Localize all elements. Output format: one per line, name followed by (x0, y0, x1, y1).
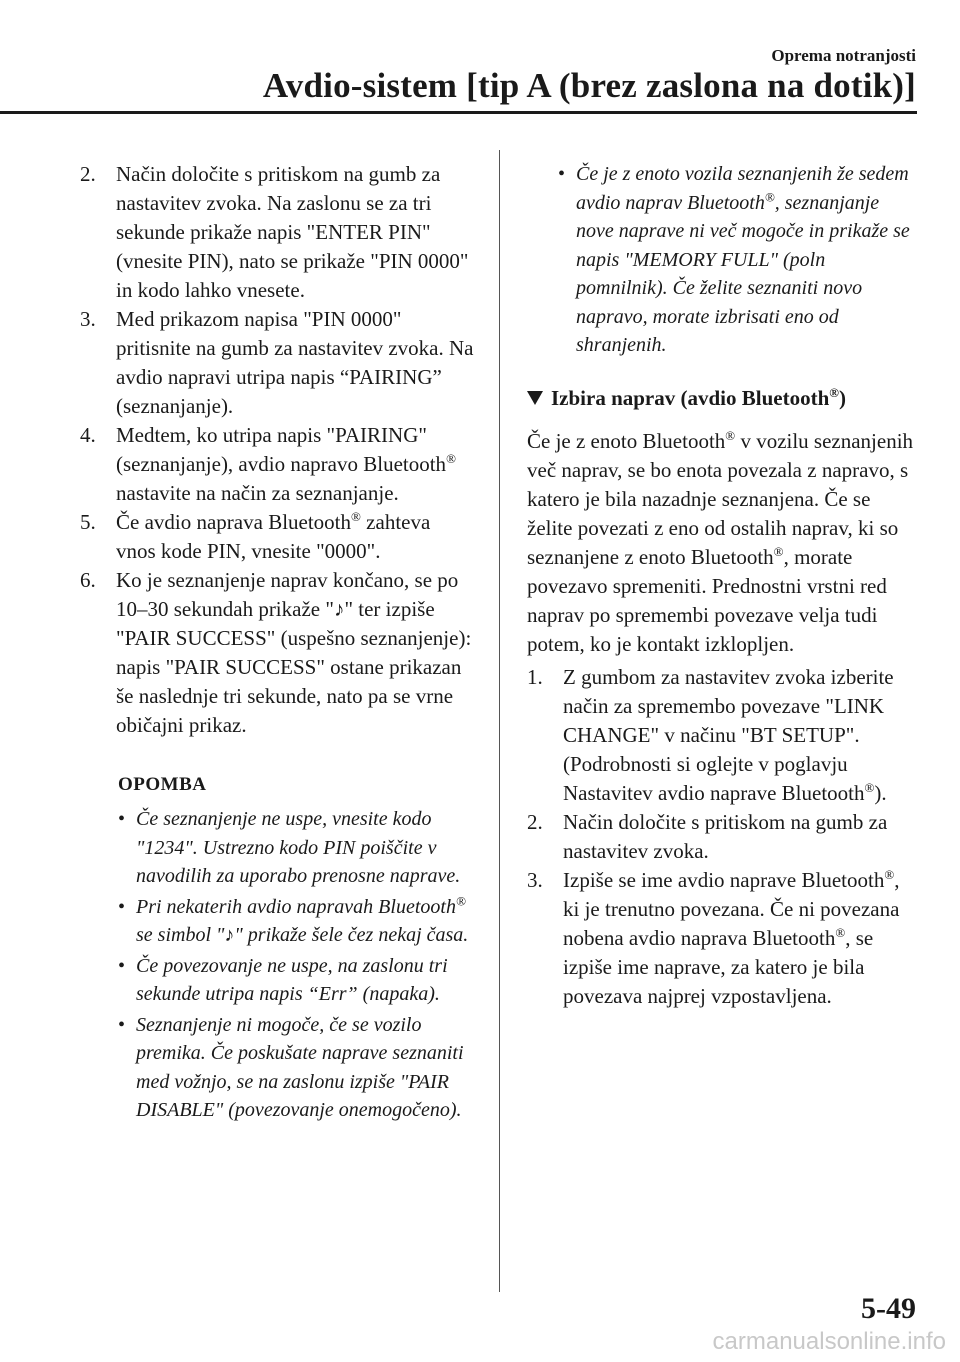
step-4 (80, 421, 475, 508)
step-number: 4. (80, 423, 96, 447)
note-text: , seznanjanje nove naprave ni več mogoče in prikaže se napis "MEMORY FULL" (poln pomnilnik). Če želite seznaniti novo napravo, morate izbrisati eno od shranjenih. (576, 191, 910, 356)
note-text: Če povezovanje ne uspe, na zaslonu tri sekunde utripa napis “Err” (napaka). (136, 954, 448, 1005)
text-part: Če je z enoto Bluetooth (527, 428, 726, 453)
text-part: , se izpiše ime naprave, za katero je bila povezava najprej vzpostavljena. (563, 925, 874, 1008)
step-6 (80, 566, 475, 740)
step-text (563, 866, 919, 1011)
text-part: Medtem, ko utripa napis "PAIRING" (seznanjanje), avdio napravo Bluetooth (116, 423, 447, 476)
registered-mark: ® (835, 924, 846, 940)
step-3 (527, 866, 919, 1011)
step-text: Način določite s pritiskom na gumb za nastavitev zvoka. (563, 809, 888, 863)
text-part: Če avdio naprava Bluetooth (116, 510, 352, 534)
body-paragraph (527, 427, 919, 659)
left-column (80, 160, 475, 1127)
step-text (116, 421, 475, 508)
note-list (118, 805, 475, 1125)
step-text: Med prikazom napisa "PIN 0000" pritisnite na gumb za nastavitev zvoka. Na avdio napravi utripa napis “PAIRING” (seznanjanje). (116, 307, 474, 418)
text-part: , morate povezavo spremeniti. Prednostni vrstni red naprav po spremembi povezave velja tudi potem, ko je kontakt izklopljen. (527, 544, 887, 656)
list-item (118, 952, 475, 1009)
bullet: • (118, 895, 126, 918)
header-rule (0, 111, 917, 114)
step-5 (80, 508, 475, 566)
step-2 (80, 160, 475, 305)
step-text (116, 508, 475, 566)
step-text: Način določite s pritiskom na gumb za nastavitev zvoka. Na zaslonu se za tri sekunde prikaže napis "ENTER PIN" (vnesite PIN), nato se prikaže "PIN 0000" in kodo lahko vnesete. (116, 162, 469, 302)
registered-mark: ® (884, 866, 895, 882)
column-divider (499, 150, 500, 1292)
registered-mark: ® (864, 779, 875, 795)
watermark: carmanualsonline.info (712, 1328, 946, 1355)
step-number: 1. (527, 664, 543, 689)
step-number: 2. (80, 162, 96, 186)
text-part: v vozilu seznanjenih več naprav, se bo enota povezala z napravo, s katero je bila nazadnje seznanjena. Če se želite povezati z eno od ostalih naprav, ki so seznanjene z enoto Bluetooth (527, 428, 914, 569)
registered-mark: ® (773, 543, 784, 559)
step-number: 3. (527, 867, 543, 892)
heading-part: ) (839, 385, 846, 410)
triangle-icon (527, 391, 543, 405)
registered-mark: ® (446, 451, 456, 466)
text-part: " ter izpiše "PAIR SUCCESS" (uspešno seznanjenje): napis "PAIR SUCCESS" ostane prikazan še naslednje tri sekunde, nato pa se vrne običajni prikaz. (116, 597, 472, 737)
note-text: Če je z enoto vozila seznanjenih že sedem avdio naprav Bluetooth (576, 163, 909, 214)
bullet: • (118, 808, 126, 830)
step-1 (527, 663, 919, 808)
step-3 (80, 305, 475, 421)
text-part: ). (874, 780, 887, 805)
note-text: Pri nekaterih avdio napravah Bluetooth (136, 895, 456, 918)
text-part: Izpiše se ime avdio naprave Bluetooth (563, 867, 885, 892)
step-2 (527, 808, 919, 866)
step-text (563, 663, 919, 808)
section-heading (527, 384, 919, 413)
list-item (558, 160, 919, 360)
step-text (116, 566, 475, 740)
step-number: 3. (80, 307, 96, 331)
list-item (118, 805, 475, 891)
text-part: , ki je trenutno povezana. Če ni povezana nobena avdio naprava Bluetooth (563, 867, 900, 950)
note-text: se simbol " (136, 924, 225, 946)
registered-mark: ® (351, 509, 361, 524)
heading-part: Izbira naprav (avdio Bluetooth (551, 385, 830, 410)
list-item (118, 893, 475, 950)
registered-mark: ® (764, 188, 775, 204)
step-number: 2. (527, 809, 543, 834)
note-title: OPOMBA (118, 774, 207, 795)
bullet: • (558, 163, 566, 185)
note-text: Če seznanjenje ne uspe, vnesite kodo "1234". Ustrezno kodo PIN poiščite v navodilih za uporabo prenosne naprave. (136, 808, 461, 887)
text-part: zahteva vnos kode PIN, vnesite "0000". (116, 510, 431, 563)
note-text: Seznanjenje ni mogoče, če se vozilo premika. Če poskušate naprave seznaniti med vožnjo, se na zaslonu izpiše "PAIR DISABLE" (povezovanje onemogočeno). (136, 1013, 464, 1121)
registered-mark: ® (455, 892, 466, 908)
page-number: 5-49 (861, 1292, 916, 1325)
page-title: Avdio-sistem [tip A (brez zaslona na dotik)] (262, 66, 916, 105)
text-part: Ko je seznanjenje naprav končano, se po 10–30 sekundah prikaže " (116, 568, 459, 621)
note-list-continued (558, 160, 919, 360)
text-part: Z gumbom za nastavitev zvoka izberite način za spremembo povezave "LINK CHANGE" v načinu "BT SETUP". (Podrobnosti si oglejte v poglavju Nastavitev avdio naprave Bluetooth (563, 664, 894, 805)
music-note-icon: ♪ (333, 597, 345, 621)
heading-text (551, 384, 846, 413)
text-part: nastavite na način za seznanjanje. (116, 481, 399, 505)
music-note-icon: ♪ (224, 924, 235, 946)
registered-mark: ® (725, 427, 736, 443)
bullet: • (118, 954, 126, 977)
step-number: 5. (80, 510, 96, 534)
step-number: 6. (80, 568, 96, 592)
registered-mark: ® (829, 384, 839, 400)
header-section: Oprema notranjosti (771, 46, 916, 65)
right-column (527, 160, 919, 1011)
list-item (118, 1011, 475, 1125)
note-text: " prikaže šele čez nekaj časa. (234, 924, 469, 946)
bullet: • (118, 1013, 126, 1036)
